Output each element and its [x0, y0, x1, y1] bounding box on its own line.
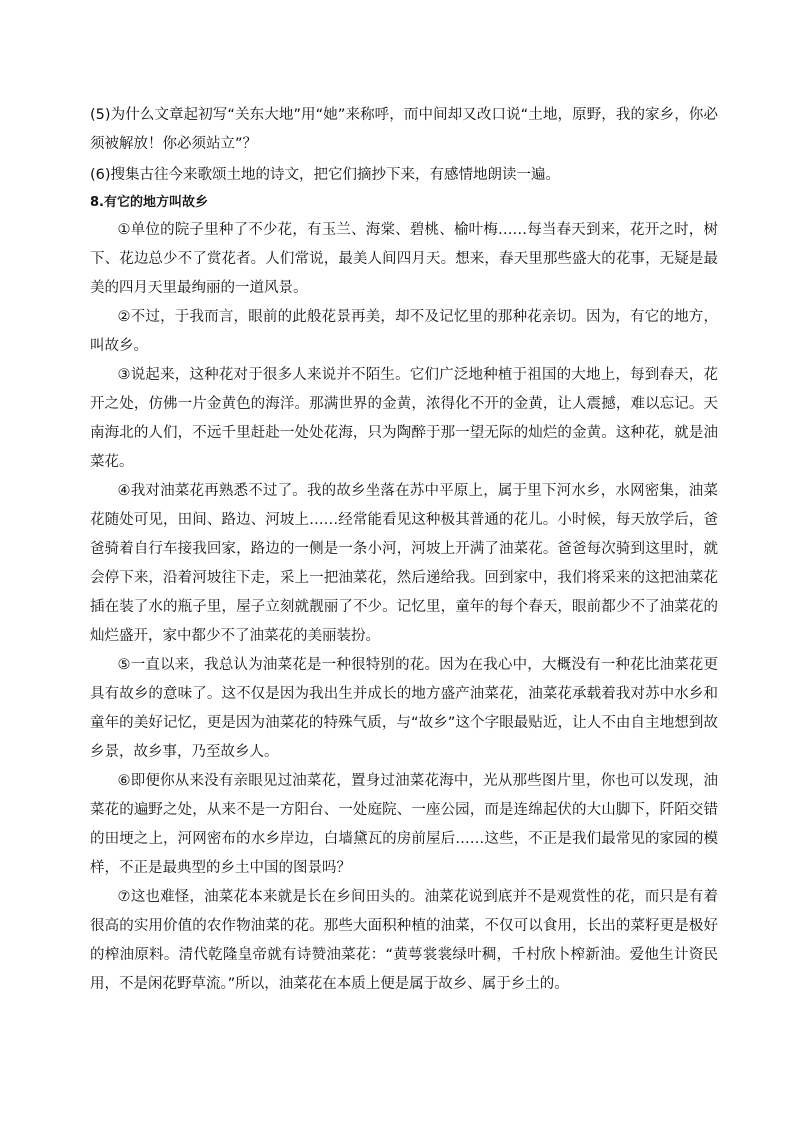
paragraph-6: ⑥即便你从来没有亲眼见过油菜花，置身过油菜花海中，光从那些图片里，你也可以发现，油菜花的遍野之处，从来不是一方阳台、一处庭院、一座公园，而是连绵起伏的大山脚下，阡陌交错的田埂之上，河网密布的水乡岸边，白墙黛瓦的房前屋后……这些，不正是我们最常见的家园的模样，不正是最典型的乡土中国的图景吗？ [90, 773, 718, 876]
question-5: (5)为什么文章起初写“关东大地”用“她”来称呼，而中间却又改口说“土地，原野，我的家乡，你必须被解放！你必须站立”？ [90, 107, 718, 152]
paragraph-1: ①单位的院子里种了不少花，有玉兰、海棠、碧桃、榆叶梅……每当春天到来，花开之时，树下、花边总少不了赏花者。人们常说，最美人间四月天。想来，春天里那些盛大的花事，无疑是最美的四月天里最绚丽的一道风景。 [90, 222, 718, 296]
section-title: 8.有它的地方叫故乡 [90, 195, 208, 210]
document-body [90, 101, 718, 999]
paragraph-2: ②不过，于我而言，眼前的此般花景再美，却不及记忆里的那种花亲切。因为，有它的地方，叫故乡。 [90, 309, 718, 354]
paragraph-3: ③说起来，这种花对于很多人来说并不陌生。它们广泛地种植于祖国的大地上，每到春天，花开之处，仿佛一片金黄色的海洋。那满世界的金黄，浓得化不开的金黄，让人震撼，难以忘记。天南海北的人们，不远千里赶赴一处处花海，只为陶醉于那一望无际的灿烂的金黄。这种花，就是油菜花。 [90, 367, 718, 470]
paragraph-7: ⑦这也难怪，油菜花本来就是长在乡间田头的。油菜花说到底并不是观赏性的花，而只是有着很高的实用价值的农作物油菜的花。那些大面积种植的油菜，不仅可以食用，长出的菜籽更是极好的榨油原料。清代乾隆皇帝就有诗赞油菜花：“黄萼裳裳绿叶稠，千村欣卜榨新油。爱他生计资民用，不是闲花野草流。”所以，油菜花在本质上便是属于故乡、属于乡土的。 [90, 889, 718, 992]
paragraph-4: ④我对油菜花再熟悉不过了。我的故乡坐落在苏中平原上，属于里下河水乡，水网密集，油菜花随处可见，田间、路边、河坡上……经常能看见这种极其普通的花儿。小时候，每天放学后，爸爸骑着自行车接我回家，路边的一侧是一条小河，河坡上开满了油菜花。爸爸每次骑到这里时，就会停下来，沿着河坡往下走，采上一把油菜花，然后递给我。回到家中，我们将采来的这把油菜花插在装了水的瓶子里，屋子立刻就靓丽了不少。记忆里，童年的每个春天，眼前都少不了油菜花的灿烂盛开，家中都少不了油菜花的美丽装扮。 [90, 483, 718, 644]
paragraph-5: ⑤一直以来，我总认为油菜花是一种很特别的花。因为在我心中，大概没有一种花比油菜花更具有故乡的意味了。这不仅是因为我出生并成长的地方盛产油菜花，油菜花承载着我对苏中水乡和童年的美好记忆，更是因为油菜花的特殊气质，与“故乡”这个字眼最贴近，让人不由自主地想到故乡景，故乡事，乃至故乡人。 [90, 657, 718, 760]
question-6: (6)搜集古往今来歌颂土地的诗文，把它们摘抄下来，有感情地朗读一遍。 [90, 167, 561, 183]
